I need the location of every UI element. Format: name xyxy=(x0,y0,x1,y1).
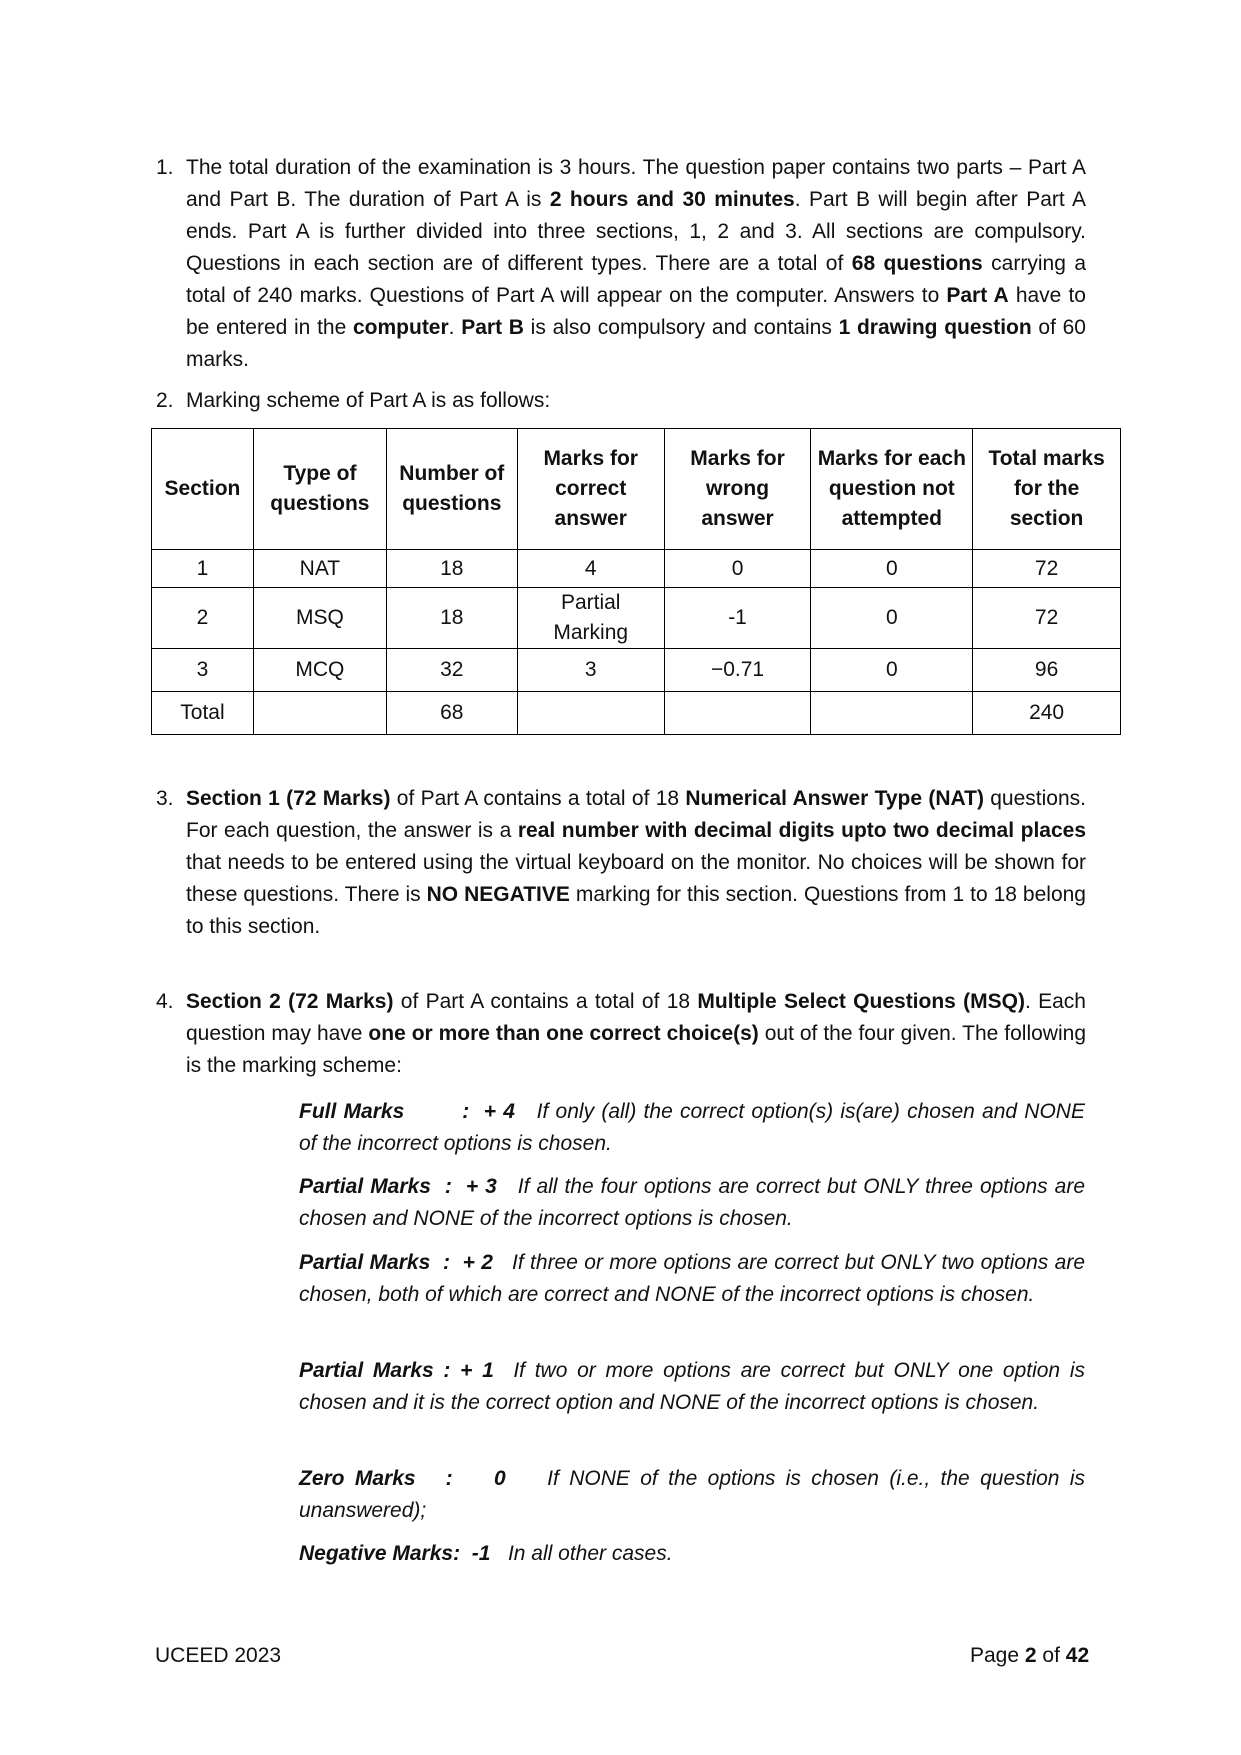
footer-exam-name: UCEED 2023 xyxy=(155,1644,282,1667)
table-row xyxy=(152,692,1121,735)
table-cell: -1 xyxy=(664,588,811,649)
table-cell: Partial Marking xyxy=(517,588,664,649)
table-cell: 18 xyxy=(386,588,517,649)
table-header: Section xyxy=(152,429,254,550)
table-cell: 4 xyxy=(517,550,664,588)
table-cell: 3 xyxy=(517,649,664,692)
table-cell: 0 xyxy=(664,550,811,588)
instruction-4: 4. Section 2 (72 Marks) of Part A contains a total of 18 Multiple Select Questions (MSQ). Each question may have one or more than one correct choice(s) out of the four given. The following is the marking scheme: xyxy=(186,986,1086,1082)
table-header: Marks for wrong answer xyxy=(664,429,811,550)
marking-rule-partial-3: Partial Marks : + 3 If all the four options are correct but ONLY three options are chosen and NONE of the incorrect options is chosen. xyxy=(299,1175,1085,1230)
table-cell xyxy=(664,692,811,735)
item-number: 3. xyxy=(156,787,174,810)
table-cell: NAT xyxy=(253,550,386,588)
instruction-1: 1. The total duration of the examination is 3 hours. The question paper contains two parts – Part A and Part B. The duration of Part A is 2 hours and 30 minutes. Part B will begin after Part A ends. Part A is further divided into three sections, 1, 2 and 3. All sections are compulsory. Questions in each section are of different types. There are a total of 68 questions carrying a total of 240 marks. Questions of Part A will appear on the computer. Answers to Part A have to be entered in the computer. Part B is also compulsory and contains 1 drawing question of 60 marks. xyxy=(186,152,1086,376)
table-cell: 3 xyxy=(152,649,254,692)
table-cell: 0 xyxy=(811,649,973,692)
table-cell: 2 xyxy=(152,588,254,649)
table-cell: MSQ xyxy=(253,588,386,649)
table-cell: 68 xyxy=(386,692,517,735)
table-cell: 0 xyxy=(811,550,973,588)
table-cell: Total xyxy=(152,692,254,735)
table-cell: 72 xyxy=(973,550,1121,588)
table-header: Marks for correct answer xyxy=(517,429,664,550)
table-row xyxy=(152,550,1121,588)
marking-rule-zero: Zero Marks : 0 If NONE of the options is chosen (i.e., the question is unanswered); xyxy=(299,1467,1086,1522)
table-cell: MCQ xyxy=(253,649,386,692)
table-header-row xyxy=(152,429,1121,550)
table-cell: 240 xyxy=(973,692,1121,735)
table-cell xyxy=(811,692,973,735)
item-number: 1. xyxy=(156,156,174,179)
marking-scheme-table xyxy=(151,428,1121,735)
table-cell xyxy=(517,692,664,735)
table-cell: 96 xyxy=(973,649,1121,692)
instruction-2: 2. Marking scheme of Part A is as follows: xyxy=(186,385,1086,417)
table-header: Marks for each question not attempted xyxy=(811,429,973,550)
table-cell: 0 xyxy=(811,588,973,649)
marking-rule-partial-2: Partial Marks : + 2 If three or more options are correct but ONLY two options are chosen, both of which are correct and NONE of the incorrect options is chosen. xyxy=(299,1251,1085,1306)
table-row xyxy=(152,588,1121,649)
table-cell: −0.71 xyxy=(664,649,811,692)
table-cell: 18 xyxy=(386,550,517,588)
table-cell: 1 xyxy=(152,550,254,588)
table-header: Type of questions xyxy=(253,429,386,550)
instruction-3: 3. Section 1 (72 Marks) of Part A contains a total of 18 Numerical Answer Type (NAT) questions. For each question, the answer is a real number with decimal digits upto two decimal places that needs to be entered using the virtual keyboard on the monitor. No choices will be shown for these questions. There is NO NEGATIVE marking for this section. Questions from 1 to 18 belong to this section. xyxy=(186,783,1086,943)
table-cell xyxy=(253,692,386,735)
marking-rule-full: Full Marks : + 4 If only (all) the correct option(s) is(are) chosen and NONE of the incorrect options is chosen. xyxy=(299,1100,1085,1155)
table-cell: 72 xyxy=(973,588,1121,649)
table-header: Number of questions xyxy=(386,429,517,550)
marking-rule-partial-1: Partial Marks : + 1 If two or more options are correct but ONLY one option is chosen and it is the correct option and NONE of the incorrect options is chosen. xyxy=(299,1359,1086,1414)
marking-rule-negative: Negative Marks: -1 In all other cases. xyxy=(299,1542,673,1565)
table-cell: 32 xyxy=(386,649,517,692)
table-header: Total marks for the section xyxy=(973,429,1121,550)
item-number: 4. xyxy=(156,990,174,1013)
table-row xyxy=(152,649,1121,692)
item-number: 2. xyxy=(156,389,174,412)
footer-page-number: Page 2 of 42 xyxy=(970,1644,1090,1667)
